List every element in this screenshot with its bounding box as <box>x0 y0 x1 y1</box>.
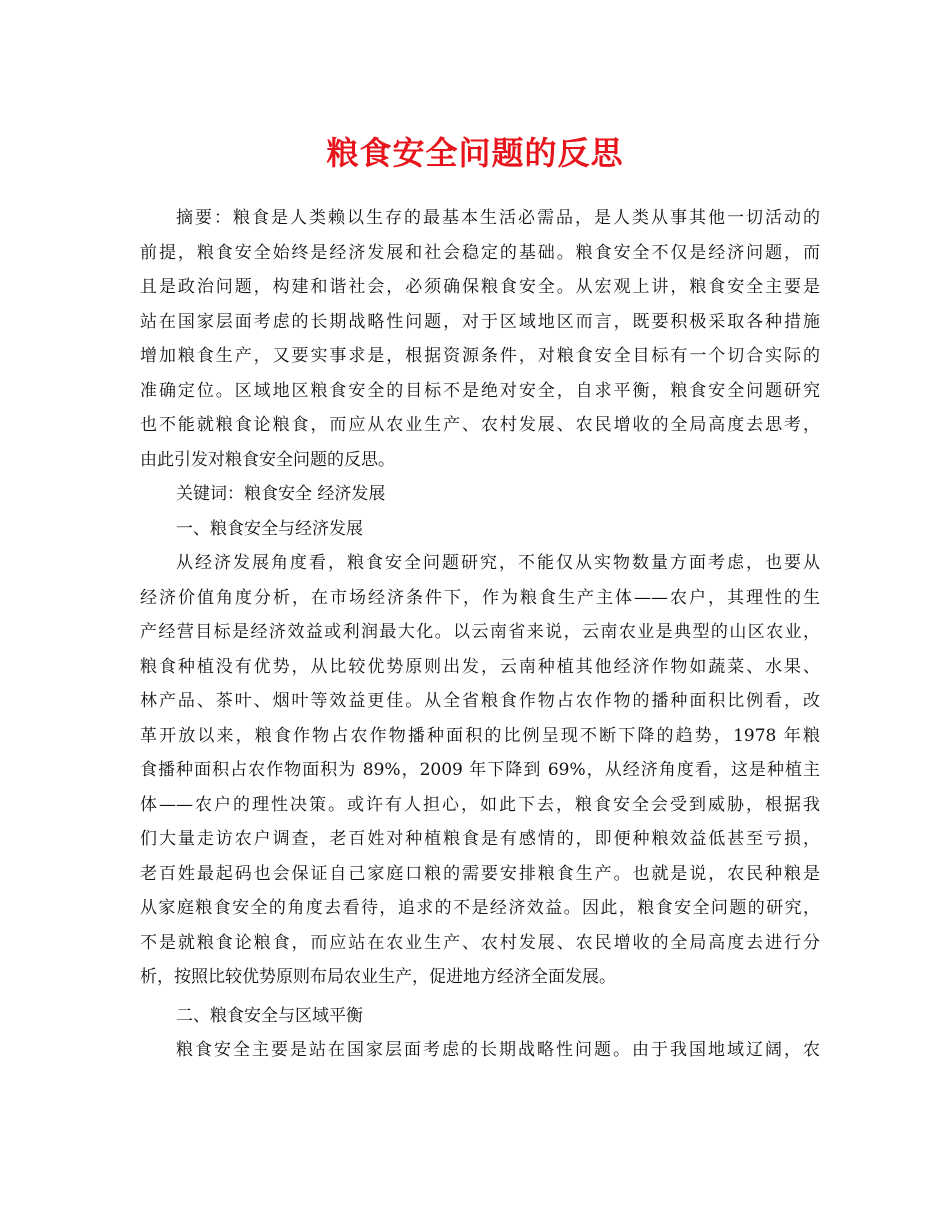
abstract-line: 增加粮食生产，又要实事求是，根据资源条件，对粮食安全目标有一个切合实际的 <box>140 346 820 366</box>
body-line: 老百姓最起码也会保证自己家庭口粮的需要安排粮食生产。也就是说，农民种粮是 <box>140 864 820 884</box>
section-heading-1: 一、粮食安全与经济发展 <box>176 519 363 539</box>
body-line: 经济价值角度分析，在市场经济条件下，作为粮食生产主体——农户，其理性的生 <box>140 588 820 608</box>
body-line: 们大量走访农户调查，老百姓对种植粮食是有感情的，即便种粮效益低甚至亏损， <box>140 829 820 849</box>
document-title: 粮食安全问题的反思 <box>326 134 624 172</box>
abstract-line: 站在国家层面考虑的长期战略性问题，对于区域地区而言，既要积极采取各种措施 <box>140 312 820 332</box>
abstract-line: 准确定位。区域地区粮食安全的目标不是绝对安全，自求平衡，粮食安全问题研究 <box>140 381 820 401</box>
body-line: 革开放以来，粮食作物占农作物播种面积的比例呈现不断下降的趋势，1978 年粮 <box>140 726 820 746</box>
body-line: 林产品、茶叶、烟叶等效益更佳。从全省粮食作物占农作物的播种面积比例看，改 <box>140 691 820 711</box>
abstract-line: 摘要：粮食是人类赖以生存的最基本生活必需品，是人类从事其他一切活动的 <box>176 208 820 228</box>
body-line: 从经济发展角度看，粮食安全问题研究，不能仅从实物数量方面考虑，也要从 <box>176 553 820 573</box>
body-line: 食播种面积占农作物面积为 89%，2009 年下降到 69%，从经济角度看，这是种植主 <box>140 760 820 780</box>
keywords-line: 关键词：粮食安全 经济发展 <box>176 484 386 504</box>
body-line: 产经营目标是经济效益或利润最大化。以云南省来说，云南农业是典型的山区农业， <box>140 622 820 642</box>
body-line: 不是就粮食论粮食，而应站在农业生产、农村发展、农民增收的全局高度去进行分 <box>140 933 820 953</box>
abstract-line: 也不能就粮食论粮食，而应从农业生产、农村发展、农民增收的全局高度去思考， <box>140 415 820 435</box>
body-line: 粮食种植没有优势，从比较优势原则出发，云南种植其他经济作物如蔬菜、水果、 <box>140 657 820 677</box>
section-heading-2: 二、粮食安全与区域平衡 <box>176 1006 363 1026</box>
body-line: 粮食安全主要是站在国家层面考虑的长期战略性问题。由于我国地域辽阔，农 <box>176 1040 820 1060</box>
abstract-line: 前提，粮食安全始终是经济发展和社会稳定的基础。粮食安全不仅是经济问题，而 <box>140 243 820 263</box>
body-line: 析，按照比较优势原则布局农业生产，促进地方经济全面发展。 <box>140 967 616 987</box>
abstract-line: 且是政治问题，构建和谐社会，必须确保粮食安全。从宏观上讲，粮食安全主要是 <box>140 277 820 297</box>
abstract-line: 由此引发对粮食安全问题的反思。 <box>140 450 395 470</box>
body-line: 体——农户的理性决策。或许有人担心，如此下去，粮食安全会受到威胁，根据我 <box>140 795 820 815</box>
body-line: 从家庭粮食安全的角度去看待，追求的不是经济效益。因此，粮食安全问题的研究， <box>140 898 820 918</box>
